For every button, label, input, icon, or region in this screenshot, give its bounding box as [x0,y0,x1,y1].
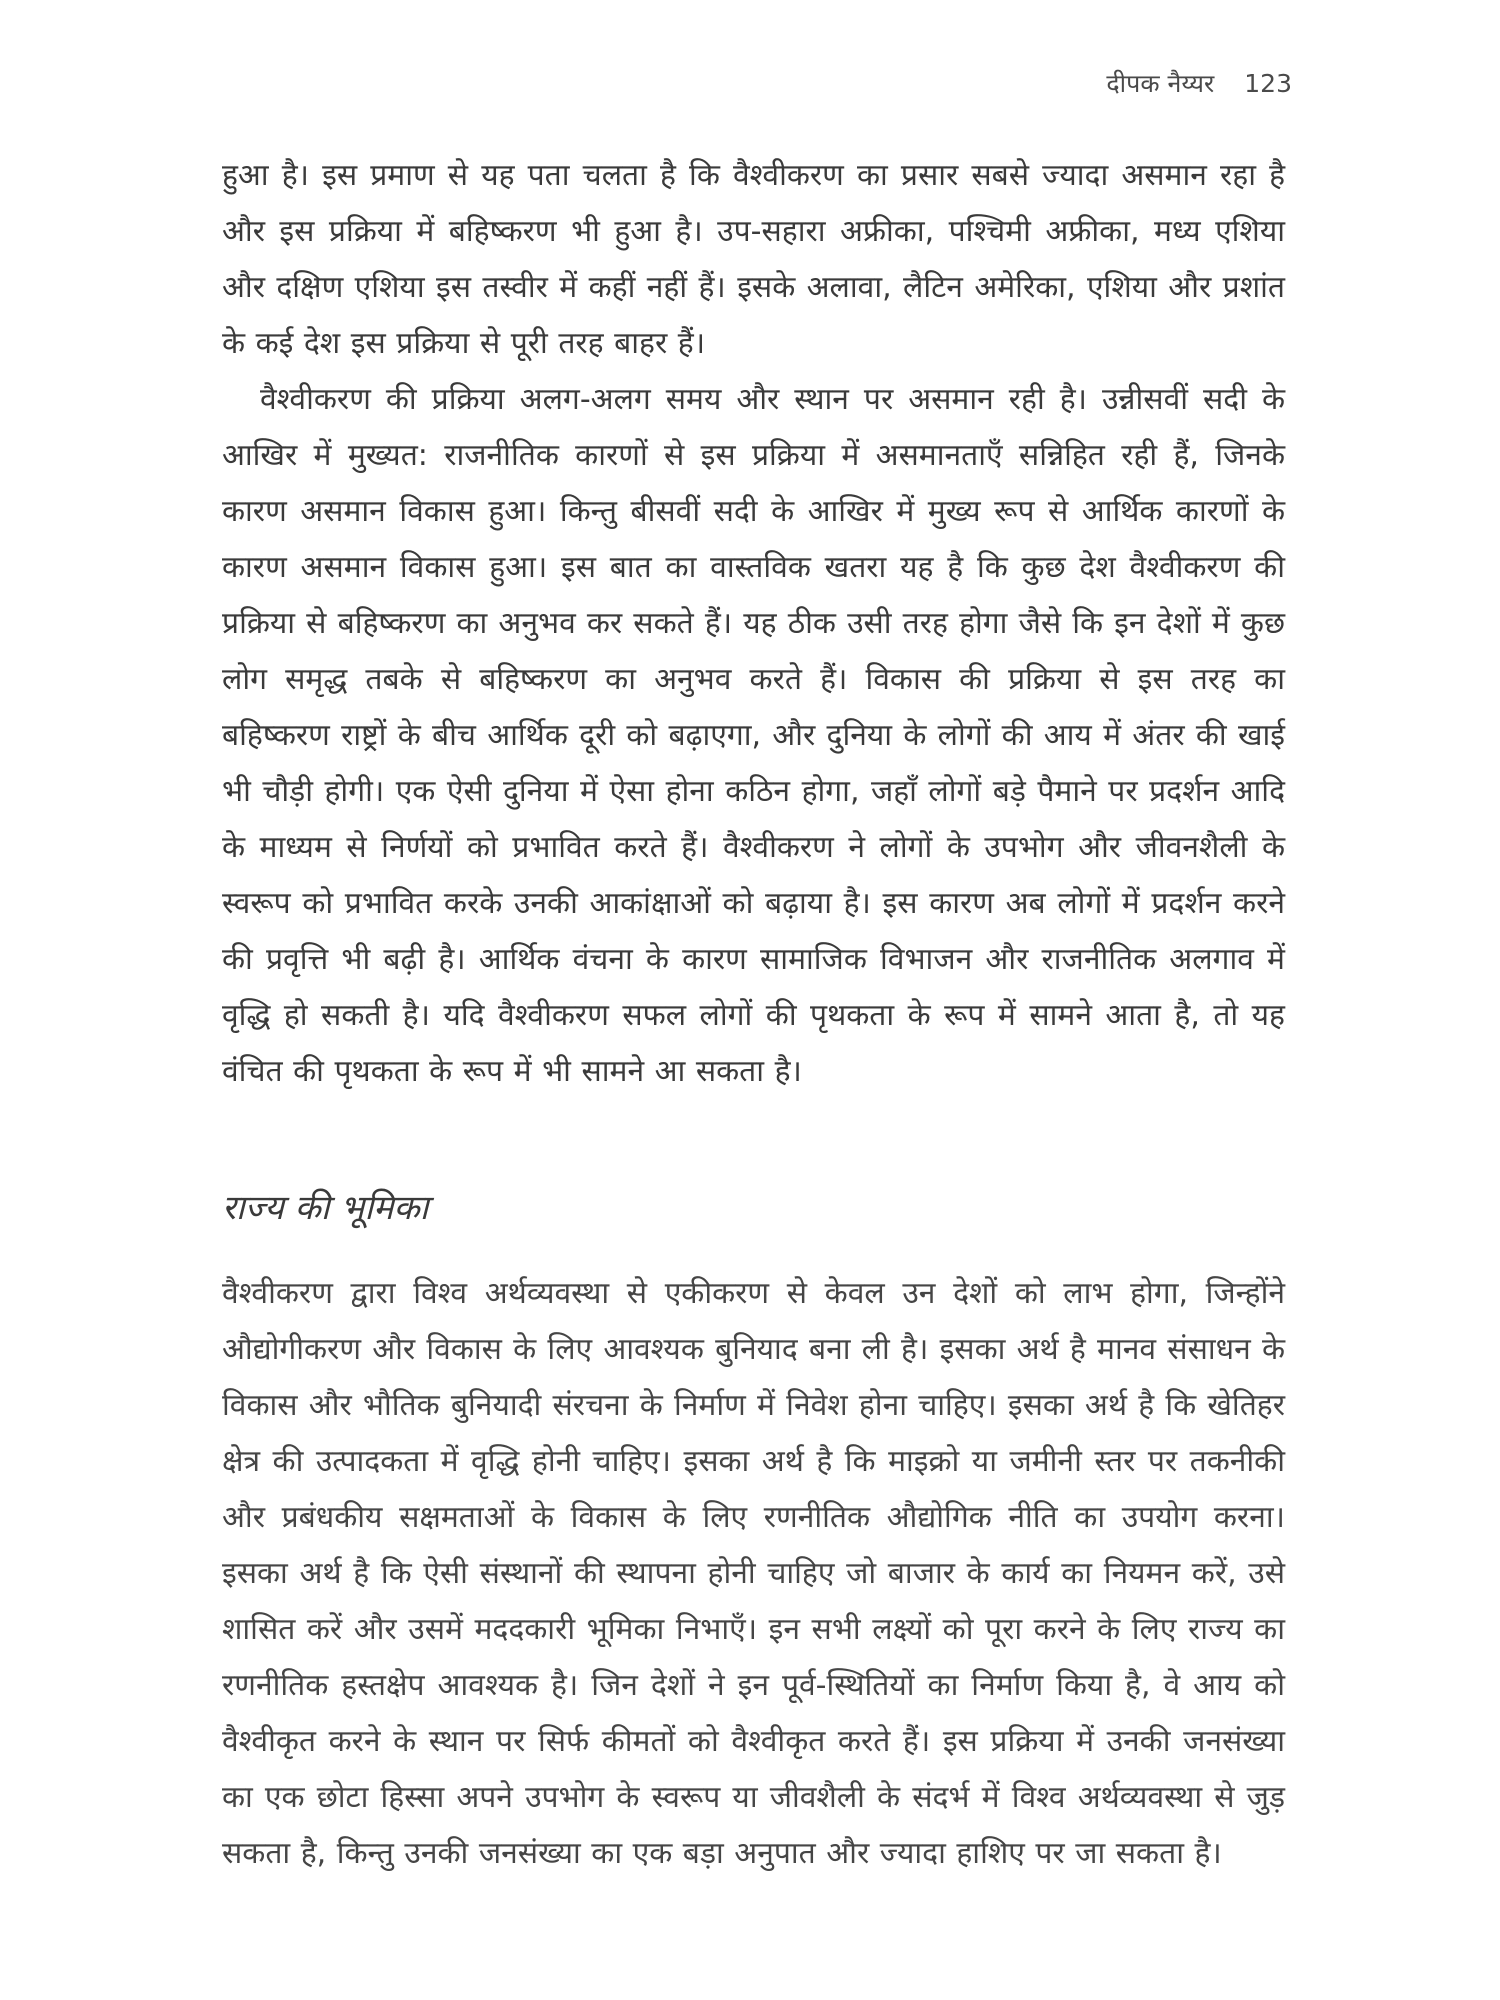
paragraph-role-of-state: वैश्वीकरण द्वारा विश्व अर्थव्यवस्था से एकीकरण से केवल उन देशों को लाभ होगा, जिन्होंने औद्योगीकरण और विकास के लिए आवश्यक बुनियाद बना ली है। इसका अर्थ है मानव संसाधन के विकास और भौतिक बुनियादी संरचना के निर्माण में निवेश होना चाहिए। इसका अर्थ है कि खेतिहर क्षेत्र की उत्पादकता में वृद्धि होनी चाहिए। इसका अर्थ है कि माइक्रो या जमीनी स्तर पर तकनीकी और प्रबंधकीय सक्षमताओं के विकास के लिए रणनीतिक औद्योगिक नीति का उपयोग करना। इसका अर्थ है कि ऐसी संस्थानों की स्थापना होनी चाहिए जो बाजार के कार्य का नियमन करें, उसे शासित करें और उसमें मददकारी भूमिका निभाएँ। इन सभी लक्ष्यों को पूरा करने के लिए राज्य का रणनीतिक हस्तक्षेप आवश्यक है। जिन देशों ने इन पूर्व-स्थितियों का निर्माण किया है, वे आय को वैश्वीकृत करने के स्थान पर सिर्फ कीमतों को वैश्वीकृत करते हैं। इस प्रक्रिया में उनकी जनसंख्या का एक छोटा हिस्सा अपने उपभोग के स्वरूप या जीवशैली के संदर्भ में विश्व अर्थव्यवस्था से जुड़ सकता है, किन्तु उनकी जनसंख्या का एक बड़ा अनुपात और ज्यादा हाशिए पर जा सकता है। [222,1276,1285,1871]
paragraph-continuation: हुआ है। इस प्रमाण से यह पता चलता है कि वैश्वीकरण का प्रसार सबसे ज्यादा असमान रहा है और इस प्रक्रिया में बहिष्करण भी हुआ है। उप-सहारा अफ्रीका, पश्चिमी अफ्रीका, मध्य एशिया और दक्षिण एशिया इस तस्वीर में कहीं नहीं हैं। इसके अलावा, लैटिन अमेरिका, एशिया और प्रशांत के कई देश इस प्रक्रिया से पूरी तरह बाहर हैं। [222,158,1285,361]
paragraph-uneven-globalization: वैश्वीकरण की प्रक्रिया अलग-अलग समय और स्थान पर असमान रही है। उन्नीसवीं सदी के आखिर में मुख्यत: राजनीतिक कारणों से इस प्रक्रिया में असमानताएँ सन्निहित रही हैं, जिनके कारण असमान विकास हुआ। किन्तु बीसवीं सदी के आखिर में मुख्य रूप से आर्थिक कारणों के कारण असमान विकास हुआ। इस बात का वास्तविक खतरा यह है कि कुछ देश वैश्वीकरण की प्रक्रिया से बहिष्करण का अनुभव कर सकते हैं। यह ठीक उसी तरह होगा जैसे कि इन देशों में कुछ लोग समृद्ध तबके से बहिष्करण का अनुभव करते हैं। विकास की प्रक्रिया से इस तरह का बहिष्करण राष्ट्रों के बीच आर्थिक दूरी को बढ़ाएगा, और दुनिया के लोगों की आय में अंतर की खाई भी चौड़ी होगी। एक ऐसी दुनिया में ऐसा होना कठिन होगा, जहाँ लोगों बड़े पैमाने पर प्रदर्शन आदि के माध्यम से निर्णयों को प्रभावित करते हैं। वैश्वीकरण ने लोगों के उपभोग और जीवनशैली के स्वरूप को प्रभावित करके उनकी आकांक्षाओं को बढ़ाया है। इस कारण अब लोगों में प्रदर्शन करने की प्रवृत्ति भी बढ़ी है। आर्थिक वंचना के कारण सामाजिक विभाजन और राजनीतिक अलगाव में वृद्धि हो सकती है। यदि वैश्वीकरण सफल लोगों की पृथकता के रूप में सामने आता है, तो यह वंचित की पृथकता के रूप में भी सामने आ सकता है। [222,382,1285,1089]
running-head-author: दीपक नैय्यर [1106,69,1215,98]
section-role-of-state [222,1184,1285,1882]
section-heading: राज्य की भूमिका [222,1188,429,1228]
body-text [222,148,1285,1882]
running-head [1106,66,1292,100]
page-number: 123 [1244,69,1292,98]
